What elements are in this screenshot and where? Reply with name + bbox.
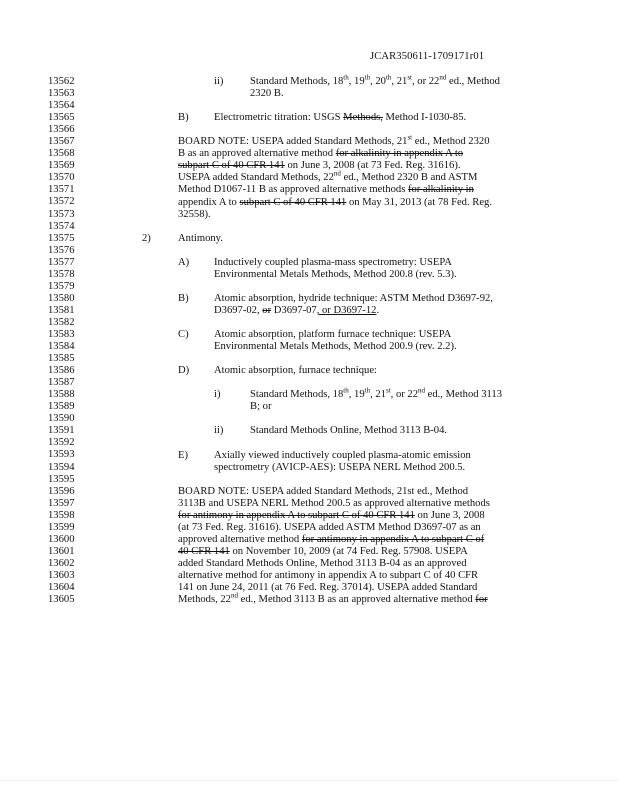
paragraph-line: D3697-02, or D3697-07, or D3697-12. xyxy=(214,304,380,316)
line-number: 13595 xyxy=(48,473,75,485)
paragraph-line: Atomic absorption, furnace technique: xyxy=(214,365,377,377)
line-number: 13579 xyxy=(48,280,75,292)
line-number: 13601 xyxy=(48,545,75,557)
line-number: 13576 xyxy=(48,244,75,256)
board-note-line: USEPA added Standard Methods, 22nd ed., Method 2320 B and ASTM xyxy=(178,169,478,184)
line-number: 13563 xyxy=(48,88,75,100)
document-id-header: JCAR350611-1709171r01 xyxy=(370,51,485,62)
board-note-line: alternative method for antimony in appendix A to subpart C of 40 CFR xyxy=(178,570,479,582)
board-note-line: for antimony in appendix A to subpart C of 40 CFR 141 on June 3, 2008 xyxy=(178,509,485,521)
board-note-line: added Standard Methods Online, Method 3113 B-04 as an approved xyxy=(178,558,467,569)
line-number: 13587 xyxy=(48,377,75,389)
line-number: 13589 xyxy=(48,401,75,413)
line-number: 13582 xyxy=(48,316,75,328)
line-number: 13564 xyxy=(48,100,75,112)
paragraph-line: Standard Methods Online, Method 3113 B-04. xyxy=(250,425,448,437)
line-number: 13605 xyxy=(48,594,75,606)
board-note-line: approved alternative method for antimony in appendix A to subpart C of xyxy=(178,533,485,545)
line-number: 13578 xyxy=(48,268,75,280)
paragraph-line: Environmental Metals Methods, Method 200.9 (rev. 2.2). xyxy=(214,341,457,353)
line-number: 13583 xyxy=(48,328,75,340)
line-number: 13591 xyxy=(48,425,75,437)
line-number: 13585 xyxy=(48,353,75,365)
line-number: 13569 xyxy=(48,160,75,172)
line-number: 13562 xyxy=(48,76,75,87)
line-number: 13568 xyxy=(48,148,75,160)
line-number: 13592 xyxy=(48,437,75,449)
line-number: 13565 xyxy=(48,112,75,124)
list-marker-b: B) xyxy=(178,292,189,304)
board-note-line: (at 73 Fed. Reg. 31616). USEPA added ASTM Method D3697-07 as an xyxy=(178,521,481,533)
line-number: 13599 xyxy=(48,521,75,533)
board-note-line: B as an approved alternative method for alkalinity in appendix A to xyxy=(178,148,464,160)
list-marker-2: 2) xyxy=(142,232,151,244)
list-marker-d: D) xyxy=(178,365,190,377)
paragraph-line: Standard Methods, 18th, 19th, 20th, 21st, or 22nd ed., Method xyxy=(250,73,500,87)
paragraph-line: Inductively coupled plasma-mass spectrometry: USEPA xyxy=(214,256,452,268)
board-note-line: appendix A to subpart C of 40 CFR 141 on May 31, 2013 (at 78 Fed. Reg. xyxy=(178,196,492,208)
list-marker-c: C) xyxy=(178,329,189,341)
paragraph-line: spectrometry (AVICP-AES): USEPA NERL Method 200.5. xyxy=(214,461,466,473)
paragraph-line: B; or xyxy=(250,401,272,413)
board-note-line: Methods, 22nd ed., Method 3113 B as an approved alternative method for xyxy=(178,591,488,606)
board-note-line: BOARD NOTE: USEPA added Standard Methods, 21st ed., Method xyxy=(178,485,469,497)
line-number: 13570 xyxy=(48,172,75,184)
list-marker-ii: ii) xyxy=(214,425,224,437)
line-number: 13586 xyxy=(48,365,75,377)
line-number: 13566 xyxy=(48,124,75,136)
board-note-line: 32558). xyxy=(178,208,211,220)
board-note-line: 40 CFR 141 on November 10, 2009 (at 74 Fed. Reg. 57908. USEPA xyxy=(178,545,468,557)
line-number: 13567 xyxy=(48,136,75,148)
board-note-line: 3113B and USEPA NERL Method 200.5 as approved alternative methods xyxy=(178,497,490,509)
line-number: 13602 xyxy=(48,557,75,569)
line-number: 13604 xyxy=(48,581,75,593)
paragraph-line: Electrometric titration: USGS Methods, Method I-1030-85. xyxy=(214,112,467,124)
paragraph-line: Atomic absorption, hydride technique: ASTM Method D3697-92, xyxy=(214,292,493,304)
line-number-column xyxy=(48,76,88,606)
paragraph-line: Atomic absorption, platform furnace technique: USEPA xyxy=(214,329,452,341)
line-number: 13597 xyxy=(48,497,75,509)
line-number: 13581 xyxy=(48,304,75,316)
line-number: 13584 xyxy=(48,341,75,353)
board-note-line: BOARD NOTE: USEPA added Standard Methods, 21st ed., Method 2320 xyxy=(178,133,490,148)
line-number: 13577 xyxy=(48,256,75,268)
line-number: 13603 xyxy=(48,569,75,581)
paragraph-line: Axially viewed inductively coupled plasma-atomic emission xyxy=(214,449,471,461)
line-number: 13574 xyxy=(48,220,75,232)
line-number: 13594 xyxy=(48,461,75,473)
line-number: 13572 xyxy=(48,196,75,208)
line-number: 13590 xyxy=(48,413,75,425)
line-number: 13571 xyxy=(48,184,75,196)
section-heading: Antimony. xyxy=(178,232,223,244)
paragraph-line: Environmental Metals Methods, Method 200.8 (rev. 5.3). xyxy=(214,268,457,280)
line-number: 13600 xyxy=(48,533,75,545)
list-marker-a: A) xyxy=(178,256,190,268)
line-number: 13598 xyxy=(48,509,75,521)
line-number: 13593 xyxy=(48,449,75,461)
list-marker-e: E) xyxy=(178,449,188,461)
paragraph-line: 2320 B. xyxy=(250,88,284,100)
page-edge xyxy=(0,780,618,781)
list-marker-ii: ii) xyxy=(214,76,224,87)
list-marker-i: i) xyxy=(214,389,221,401)
board-note-line: subpart C of 40 CFR 141 on June 3, 2008 (at 73 Fed. Reg. 31616). xyxy=(178,160,461,172)
line-number: 13588 xyxy=(48,389,75,401)
line-number: 13573 xyxy=(48,208,75,220)
line-number: 13575 xyxy=(48,232,75,244)
line-number: 13596 xyxy=(48,485,75,497)
list-marker-b: B) xyxy=(178,112,189,124)
board-note-line: 141 on June 24, 2011 (at 76 Fed. Reg. 37014). USEPA added Standard xyxy=(178,582,478,594)
line-number: 13580 xyxy=(48,292,75,304)
paragraph-line: Standard Methods, 18th, 19th, 21st, or 22nd ed., Method 3113 xyxy=(250,386,503,401)
board-note-line: Method D1067-11 B as approved alternative methods for alkalinity in xyxy=(178,184,474,196)
